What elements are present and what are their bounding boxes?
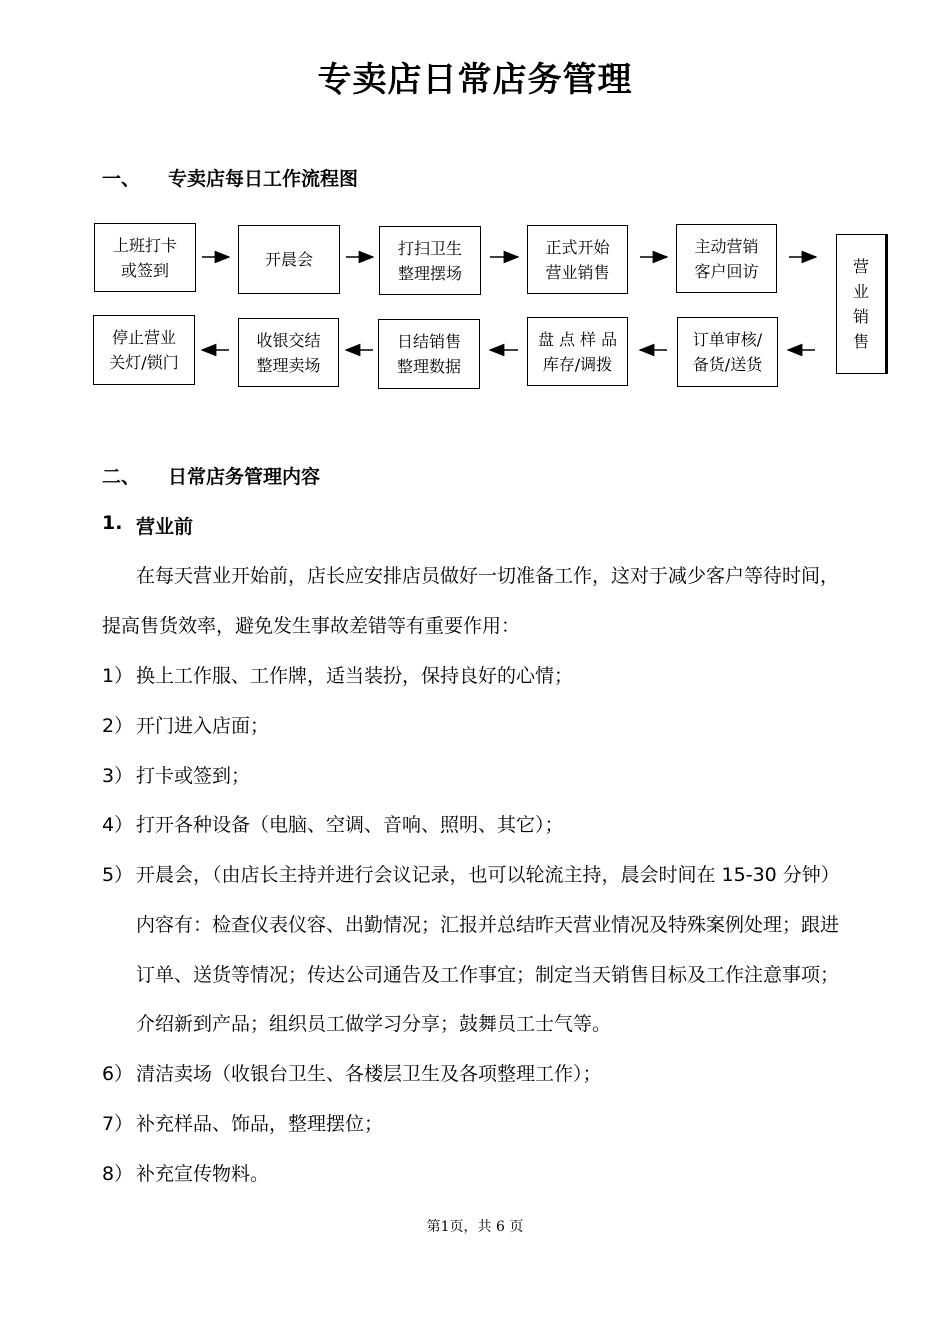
flow-step-close-store: 停止营业 关灯/锁门 [93, 315, 195, 385]
list-item-continuation: 内容有：检查仪表仪容、出勤情况；汇报并总结昨天营业情况及特殊案例处理；跟进 [136, 914, 840, 936]
list-item: 打卡或签到； [136, 765, 251, 787]
subsection-1-heading [102, 512, 302, 538]
flow-step-start-sales: 正式开始 营业销售 [527, 225, 628, 294]
flow-step-inventory-check: 盘 点 样 品 库存/调拨 [527, 317, 628, 386]
list-item-number: 1） [102, 665, 134, 687]
list-item-number: 7） [102, 1113, 134, 1135]
flow-step-morning-meeting: 开晨会 [238, 225, 340, 294]
page-title: 专卖店日常店务管理 [317, 60, 633, 100]
list-item: 补充宣传物料。 [136, 1163, 270, 1185]
section-1-title: 专卖店每日工作流程图 [168, 168, 359, 190]
flow-step-checkin: 上班打卡 或签到 [94, 223, 196, 292]
section-2-heading [102, 462, 502, 488]
section-2-number: 二、 [102, 466, 141, 488]
flow-step-cashier-handover: 收银交结 整理卖场 [238, 318, 339, 387]
list-item: 补充样品、饰品，整理摆位； [136, 1113, 384, 1135]
list-item-number: 8） [102, 1163, 134, 1185]
list-item-number: 4） [102, 814, 134, 836]
flow-step-business-sales: 营 业 销 售 [836, 234, 886, 374]
list-item: 清洁卖场（收银台卫生、各楼层卫生及各项整理工作）； [136, 1063, 602, 1085]
page-footer: 第1页，共 6 页 [426, 1219, 524, 1235]
list-item-number: 6） [102, 1063, 134, 1085]
intro-paragraph-line-2: 提高售货效率，避免发生事故差错等有重要作用： [102, 615, 521, 637]
list-item: 换上工作服、工作牌，适当装扮，保持良好的心情； [136, 665, 574, 687]
flow-step-active-marketing: 主动营销 客户回访 [676, 224, 777, 293]
flow-step-order-review: 订单审核/ 备货/送货 [677, 317, 778, 387]
intro-paragraph-line-1: 在每天营业开始前，店长应安排店员做好一切准备工作，这对于减少客户等待时间， [136, 565, 840, 587]
list-item: 打开各种设备（电脑、空调、音响、照明、其它）； [136, 814, 564, 836]
section-2-title: 日常店务管理内容 [168, 466, 321, 488]
list-item-number: 3） [102, 765, 134, 787]
flow-step-daily-settlement: 日结销售 整理数据 [378, 319, 480, 389]
subsection-1-title: 营业前 [136, 516, 194, 538]
list-item-continuation: 介绍新到产品；组织员工做学习分享；鼓舞员工士气等。 [136, 1013, 612, 1035]
list-item: 开晨会，（由店长主持并进行会议记录，也可以轮流主持，晨会时间在 15-30 分钟） [136, 864, 840, 886]
list-item-number: 2） [102, 715, 134, 737]
list-item-number: 5） [102, 864, 134, 886]
list-item-continuation: 订单、送货等情况；传达公司通告及工作事宜；制定当天销售目标及工作注意事项； [136, 964, 840, 986]
subsection-1-number: 1. [102, 512, 123, 534]
section-1-number: 一、 [102, 168, 141, 190]
list-item: 开门进入店面； [136, 715, 270, 737]
flow-step-cleaning: 打扫卫生 整理摆场 [379, 226, 481, 295]
